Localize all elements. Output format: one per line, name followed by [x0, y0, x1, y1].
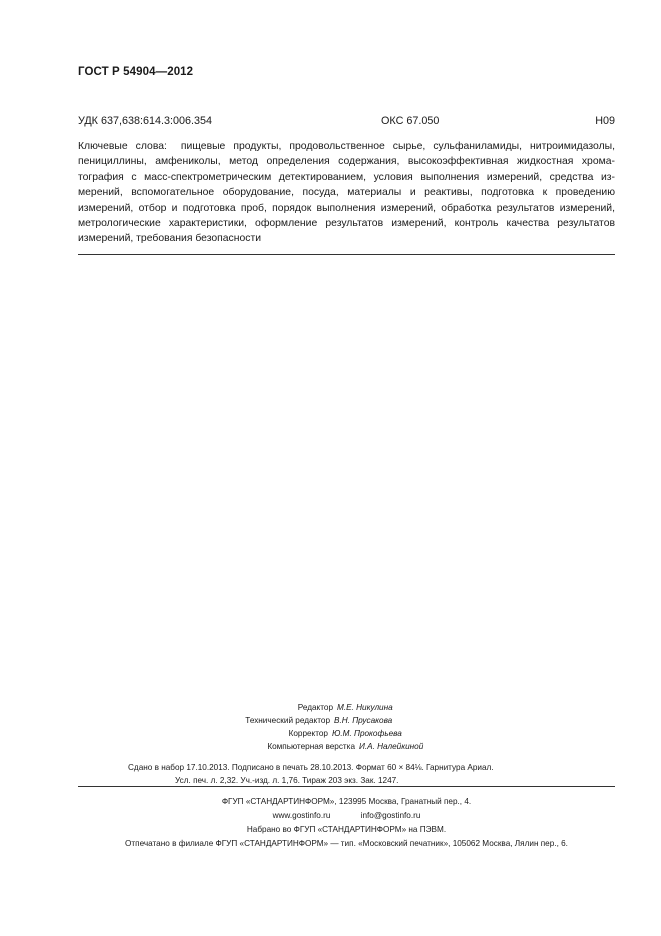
credit-role: Технический редактор: [245, 716, 330, 725]
publisher-contacts: [78, 809, 615, 823]
publisher-printed: Отпечатано в филиале ФГУП «СТАНДАРТИНФОРМ» — тип. «Московский печатник», 105062 Москва, Лялин пер., 6.: [125, 839, 568, 848]
credit-role: Редактор: [297, 703, 333, 712]
keywords-paragraph: [78, 139, 615, 247]
classification-row: [78, 115, 615, 129]
credit-corrector: [180, 727, 480, 740]
credit-name: Ю.М. Прокофьева: [332, 729, 402, 738]
publisher-website: www.gostinfo.ru: [272, 811, 331, 820]
publisher-typeset: Набрано во ФГУП «СТАНДАРТИНФОРМ» на ПЭВМ.: [246, 825, 447, 834]
credit-name: В.Н. Прусакова: [334, 716, 393, 725]
divider-bottom: [78, 786, 615, 787]
print-info-block: [128, 761, 578, 787]
print-info-line: Усл. печ. л. 2,32. Уч.-изд. л. 1,76. Тираж 203 экз. Зак. 1247.: [175, 776, 399, 785]
credit-tech-editor: [180, 714, 480, 727]
credits-block: [180, 701, 480, 753]
keywords-label: Ключевые слова:: [78, 141, 167, 152]
credit-layout: [180, 740, 480, 753]
udk-code: УДК 637,638:614.3:006.354: [78, 115, 213, 127]
publisher-email: info@gostinfo.ru: [360, 811, 421, 820]
publisher-address: ФГУП «СТАНДАРТИНФОРМ», 123995 Москва, Гранатный пер., 4.: [221, 797, 472, 806]
oks-code: ОКС 67.050: [381, 115, 440, 127]
standard-code: ГОСТ Р 54904—2012: [78, 66, 194, 78]
publisher-block: [78, 795, 615, 851]
divider-top: [78, 254, 615, 255]
credit-editor: [180, 701, 480, 714]
credit-role: Компьютерная верстка: [267, 742, 355, 751]
group-code: Н09: [595, 115, 615, 127]
print-info-line: Сдано в набор 17.10.2013. Подписано в печать 28.10.2013. Формат 60 × 84⅛. Гарнитура Ариал.: [128, 763, 494, 772]
credit-name: М.Е. Никулина: [337, 703, 393, 712]
keywords-text: пищевые продукты, продовольственное сырье, сульфаниламиды, нитроимидазолы, пенициллины, амфениколы, метод определения содержания, высокоэффективная жидкостная хроматография с масс-спектрометрическим детектированием, условия выполнения измерений, средства измерений, вспомогательное оборудование, посуда, материалы и реактивы, подготовка к проведению измерений, отбор и подготовка проб, порядок выполнения измерений, обработка результатов измерений, метрологические характеристики, оформление результатов измерений, контроль качества результатов измерений, требования безопасности: [78, 141, 616, 245]
credit-role: Корректор: [288, 729, 328, 738]
credit-name: И.А. Налейкиной: [359, 742, 424, 751]
